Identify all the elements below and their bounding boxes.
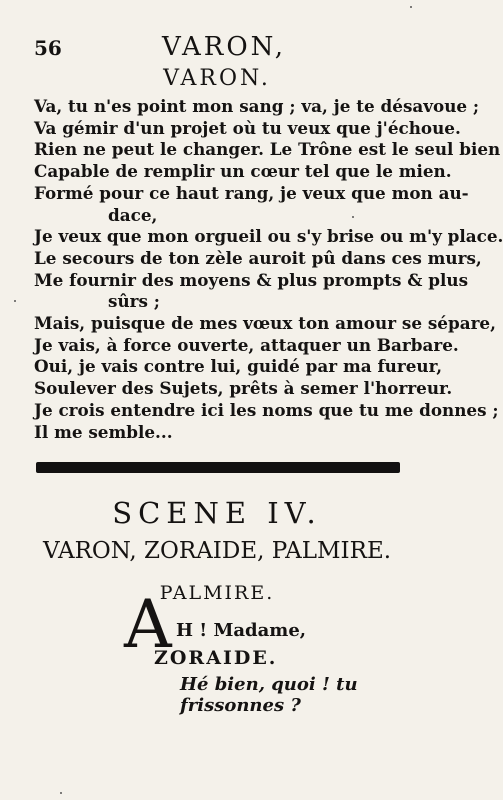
verse-line: Me fournir des moyens & plus prompts & plus — [34, 269, 469, 290]
verse-line-continuation: sûrs ; — [108, 291, 160, 312]
speaker-name-zoraide: ZORAIDE. — [154, 647, 278, 669]
zoraide-line: Hé bien, quoi ! tu frissonnes ? — [180, 674, 358, 716]
verse-block — [34, 96, 503, 443]
ink-speck — [352, 216, 354, 218]
verse-line: Va gémir d'un projet où tu veux que j'échoue. — [34, 117, 461, 138]
verse-line: Je crois entendre ici les noms que tu me donnes ; — [34, 399, 499, 420]
verse-line: Je veux que mon orgueil ou s'y brise ou m'y place. — [34, 226, 503, 247]
verse-line: Rien ne peut le changer. Le Trône est le seul bien — [34, 139, 501, 160]
verse-line-continuation: dace, — [108, 204, 158, 225]
speaker-name-palmire: PALMIRE. — [159, 582, 275, 604]
page-number: 56 — [34, 36, 62, 60]
scene-title: SCENE IV. — [112, 496, 322, 530]
verse-line: Oui, je vais contre lui, guidé par ma fureur, — [34, 356, 443, 377]
scene-characters: VARON, ZORAIDE, PALMIRE. — [42, 538, 392, 564]
verse-line: Je vais, à force ouverte, attaquer un Barbare. — [34, 334, 459, 355]
drop-cap-letter: A — [124, 586, 172, 663]
page-header — [34, 32, 414, 66]
section-divider-rule — [36, 462, 400, 473]
verse-line: Soulever des Sujets, prêts à semer l'horreur. — [34, 378, 453, 399]
speaker-name-varon: VARON. — [163, 66, 271, 91]
ink-speck — [410, 6, 412, 8]
palmire-line: H ! Madame, — [176, 620, 307, 641]
running-title: VARON, — [161, 32, 287, 62]
verse-line: Mais, puisque de mes vœux ton amour se sépare, — [34, 313, 496, 334]
ink-speck — [14, 300, 16, 302]
verse-line: Capable de remplir un cœur tel que le mien. — [34, 161, 452, 182]
verse-line: Formé pour ce haut rang, je veux que mon au- — [34, 182, 469, 203]
verse-line: Va, tu n'es point mon sang ; va, je te désavoue ; — [34, 96, 480, 116]
verse-line: Le secours de ton zèle auroit pû dans ces murs, — [34, 247, 482, 268]
ink-speck — [60, 792, 62, 794]
verse-line: Il me semble... — [34, 421, 173, 442]
